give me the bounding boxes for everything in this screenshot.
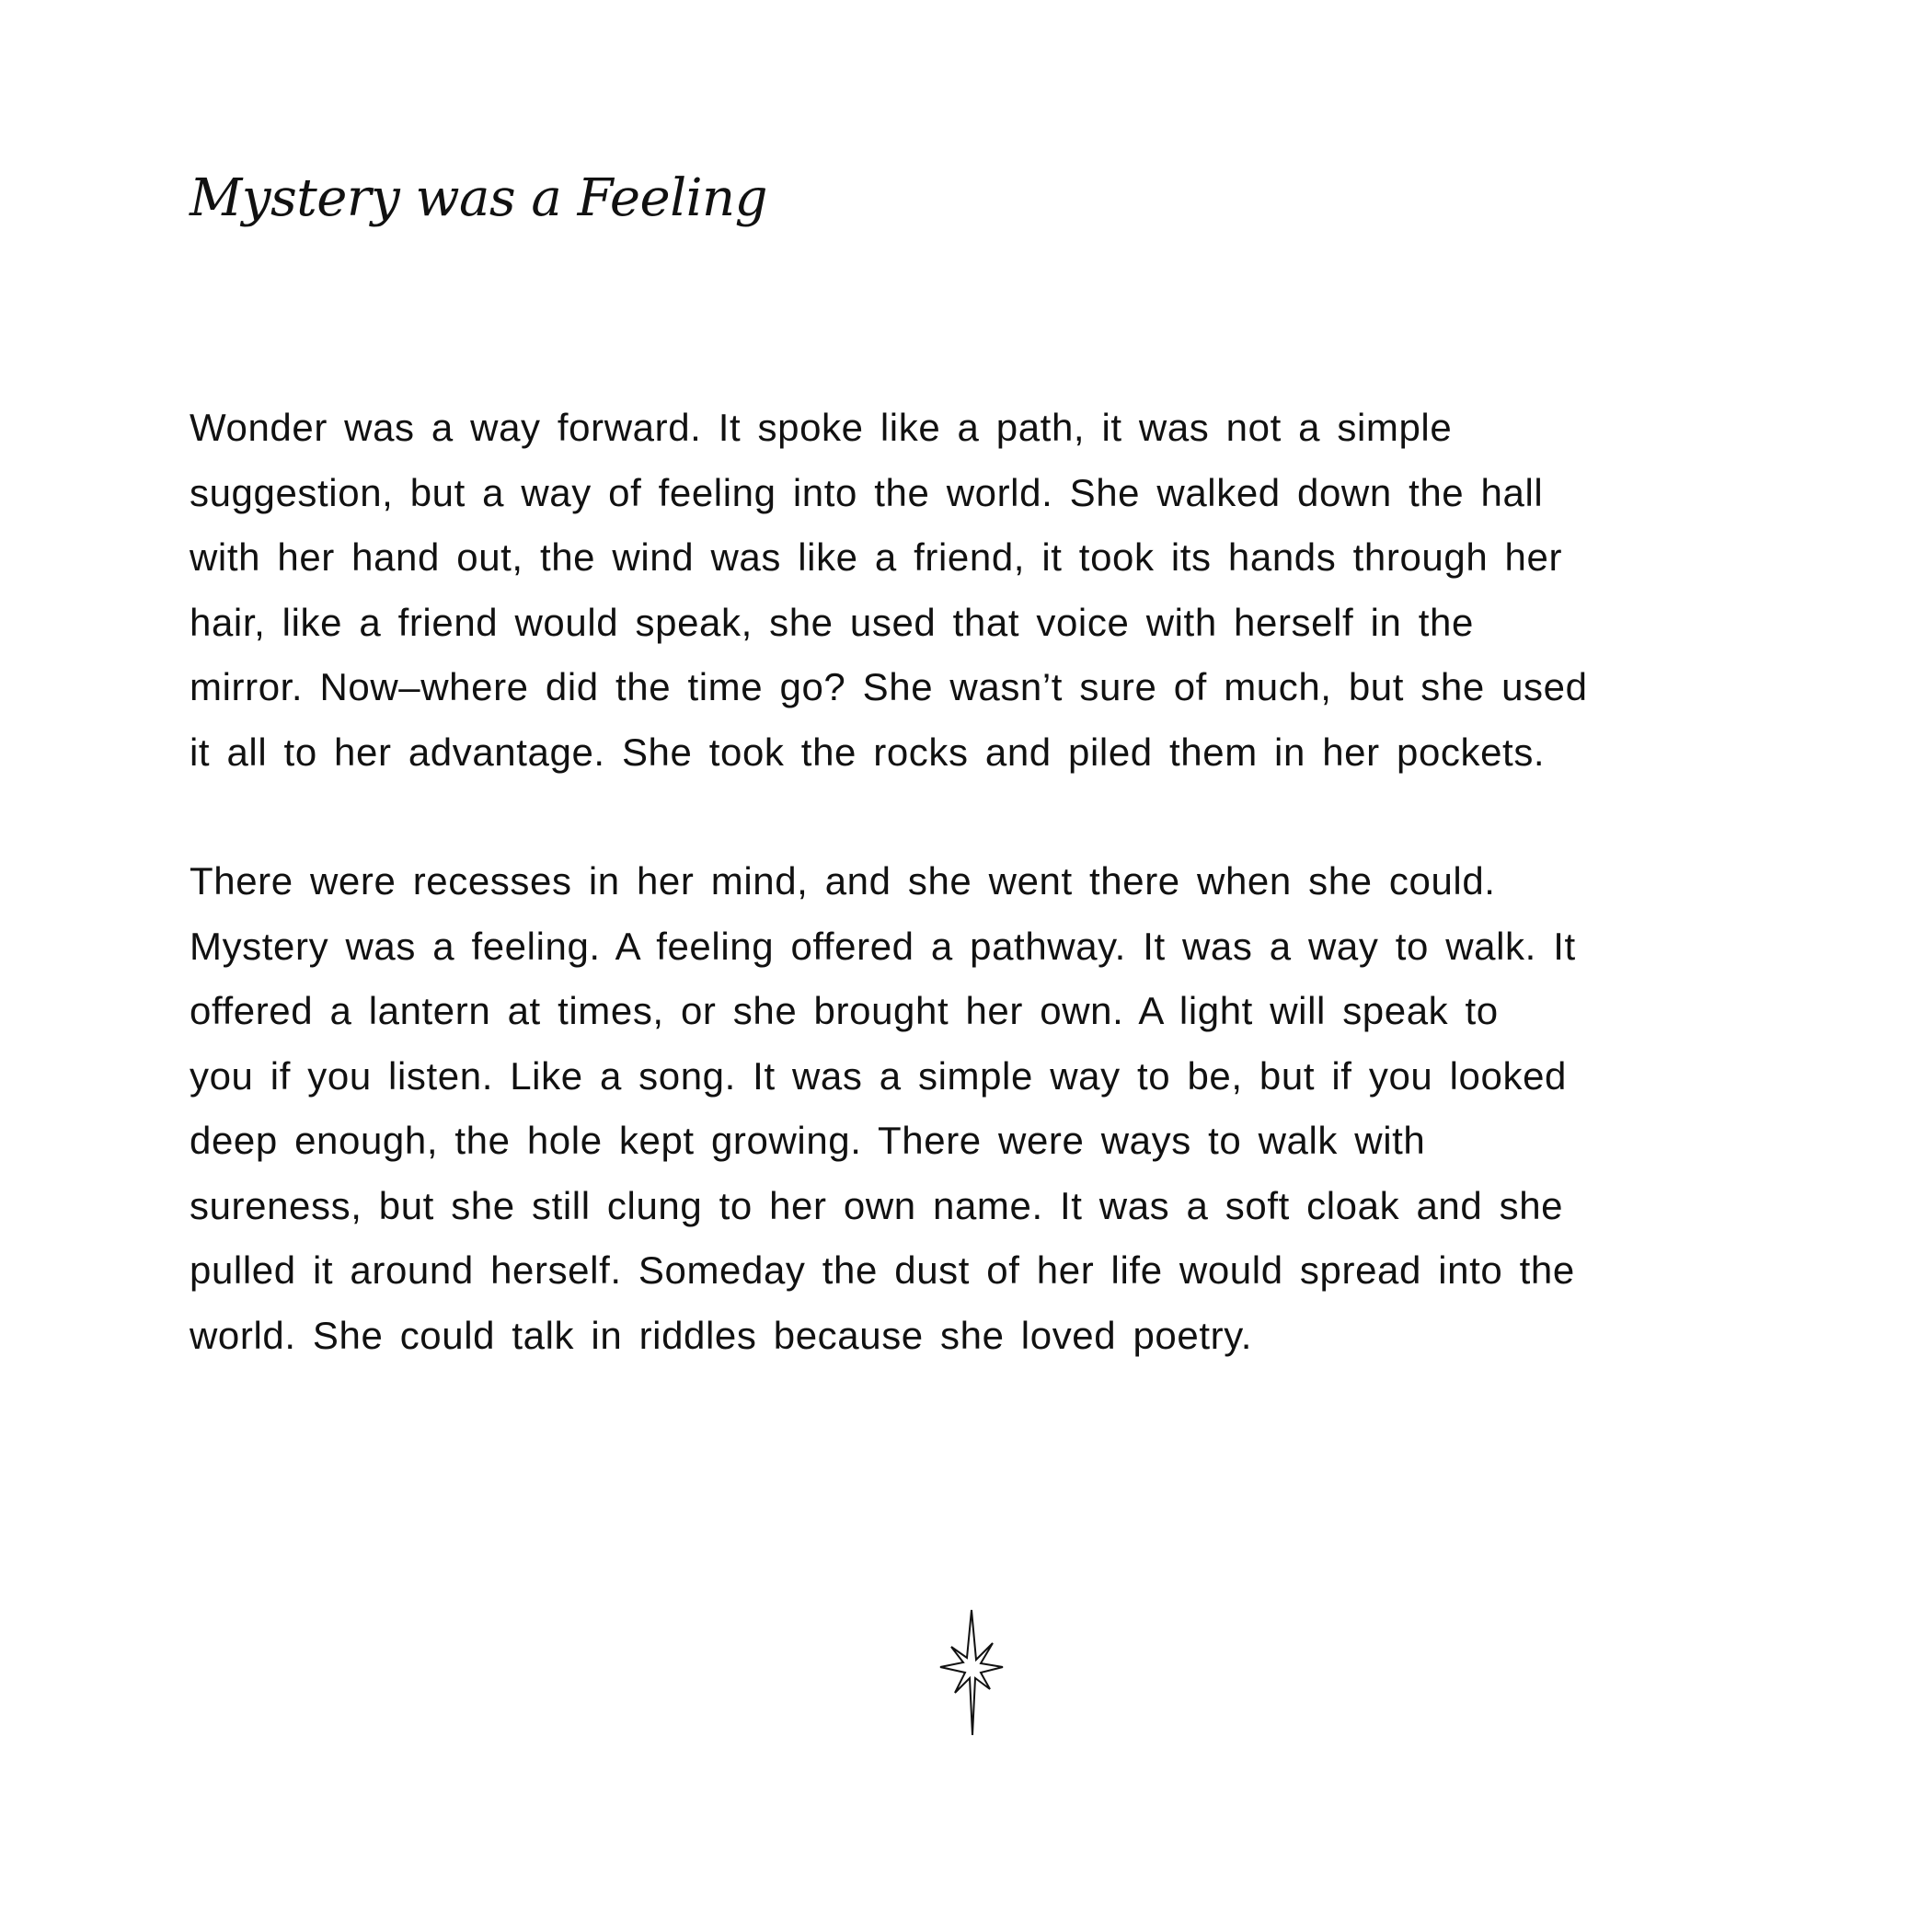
text-line: offered a lantern at times, or she brought her own. A light will speak to xyxy=(190,989,1499,1032)
text-line: mirror. Now–where did the time go? She wasn’t sure of much, but she used xyxy=(190,665,1588,708)
text-line: it all to her advantage. She took the rocks and piled them in her pockets. xyxy=(190,730,1546,774)
text-line: Mystery was a feeling. A feeling offered a pathway. It was a way to walk. It xyxy=(190,924,1576,968)
text-line: world. She could talk in riddles because she loved poetry. xyxy=(190,1313,1252,1357)
page-title: Mystery was a Feeling xyxy=(190,168,767,228)
text-line: you if you listen. Like a song. It was a simple way to be, but if you looked xyxy=(190,1053,1567,1098)
text-line: suggestion, but a way of feeling into the world. She walked down the hall xyxy=(190,470,1544,514)
paragraph-2 xyxy=(190,849,1790,1368)
text-line: sureness, but she still clung to her own name. It was a soft cloak and she xyxy=(190,1183,1564,1227)
text-line: pulled it around herself. Someday the dust of her life would spread into the xyxy=(190,1248,1575,1292)
text-line: with her hand out, the wind was like a friend, it took its hands through her xyxy=(190,535,1563,579)
body-text xyxy=(190,396,1790,1368)
text-line: hair, like a friend would speak, she used that voice with herself in the xyxy=(190,600,1474,644)
paragraph-1 xyxy=(190,396,1790,785)
star-ornament-icon xyxy=(935,1608,1008,1737)
text-line: There were recesses in her mind, and she went there when she could. xyxy=(190,859,1496,903)
text-line: Wonder was a way forward. It spoke like a path, it was not a simple xyxy=(190,406,1453,449)
text-line: deep enough, the hole kept growing. There were ways to walk with xyxy=(190,1119,1426,1162)
